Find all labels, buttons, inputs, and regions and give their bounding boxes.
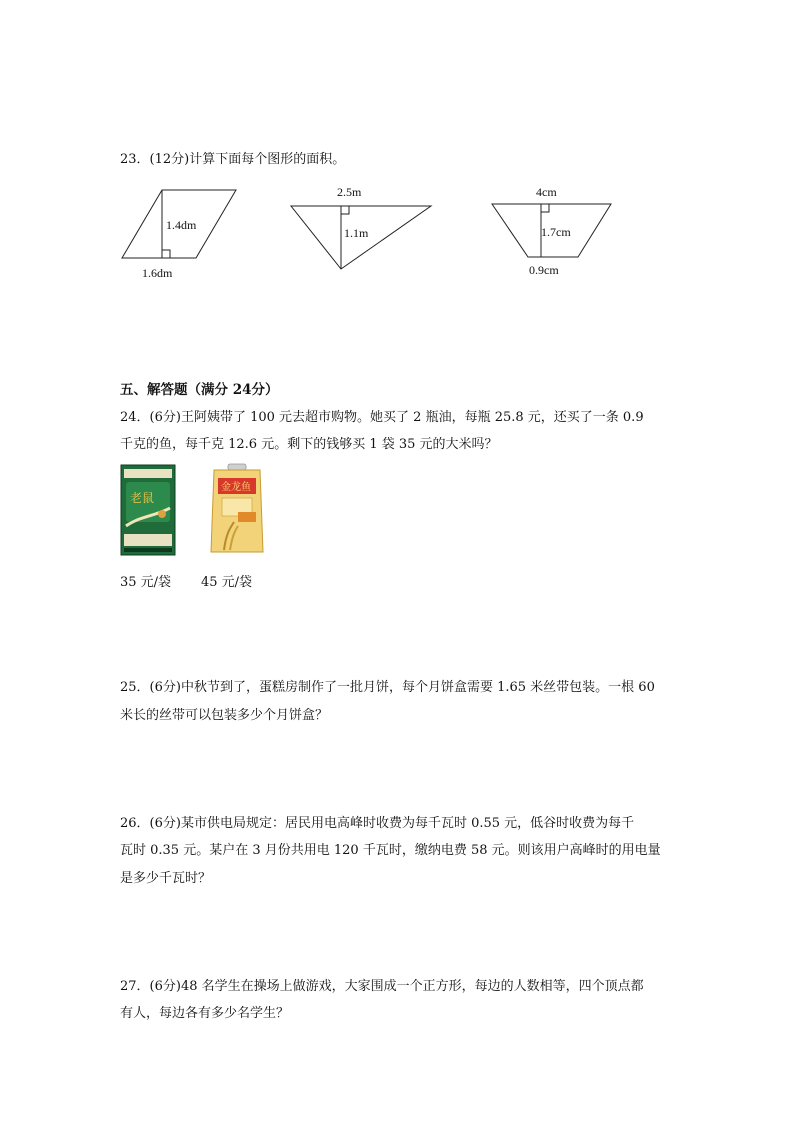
rice-bag-2-image [208, 462, 266, 558]
right-angle-mark [541, 204, 549, 212]
rice-bag-1-price: 35 元/袋 [120, 575, 172, 590]
trapezoid-bottom-label: 0.9cm [529, 263, 559, 277]
svg-text:金龙鱼: 金龙鱼 [221, 482, 251, 493]
parallelogram-base-label: 1.6dm [142, 266, 173, 280]
trapezoid-height-label: 1.7cm [541, 225, 571, 239]
q26-line2: 瓦时 0.35 元。某户在 3 月份共用电 120 千瓦时，缴纳电费 58 元。则该用户高峰时的用电量 [120, 843, 661, 858]
right-angle-mark [341, 206, 349, 214]
q25-line2: 米长的丝带可以包装多少个月饼盒？ [120, 708, 329, 723]
q25-line1: 25．(6分)中秋节到了，蛋糕房制作了一批月饼，每个月饼盒需要 1.65 米丝带包装。一根 60 [120, 680, 655, 695]
triangle-base-label: 2.5m [337, 185, 362, 199]
parallelogram-height-label: 1.4dm [166, 218, 197, 232]
q27-line1: 27．(6分)48 名学生在操场上做游戏，大家围成一个正方形，每边的人数相等，四个顶点都 [120, 979, 644, 994]
q24-line1: 24．(6分)王阿姨带了 100 元去超市购物。她买了 2 瓶油，每瓶 25.8 元，还买了一条 0.9 [120, 410, 644, 425]
rice-bag-2-price: 45 元/袋 [201, 575, 253, 590]
q26-line3: 是多少千瓦时？ [120, 871, 212, 886]
right-angle-mark [162, 250, 170, 258]
triangle-height-label: 1.1m [344, 226, 369, 240]
rice-bag-1-image [120, 464, 176, 556]
trapezoid-top-label: 4cm [536, 185, 557, 199]
q23-text: 23．(12分)计算下面每个图形的面积。 [120, 152, 346, 167]
q26-line1: 26．(6分)某市供电局规定：居民用电高峰时收费为每千瓦时 0.55 元，低谷时收费为每千 [120, 816, 635, 831]
q24-line2: 千克的鱼，每千克 12.6 元。剩下的钱够买 1 袋 35 元的大米吗？ [120, 437, 498, 452]
parallelogram-figure [110, 185, 250, 285]
q27-line2: 有人，每边各有多少名学生？ [120, 1006, 290, 1021]
svg-text:老鼠: 老鼠 [130, 491, 155, 505]
trapezoid-figure [485, 180, 620, 280]
section-heading: 五、解答题（满分 24分） [120, 382, 279, 398]
triangle-figure [285, 180, 440, 275]
